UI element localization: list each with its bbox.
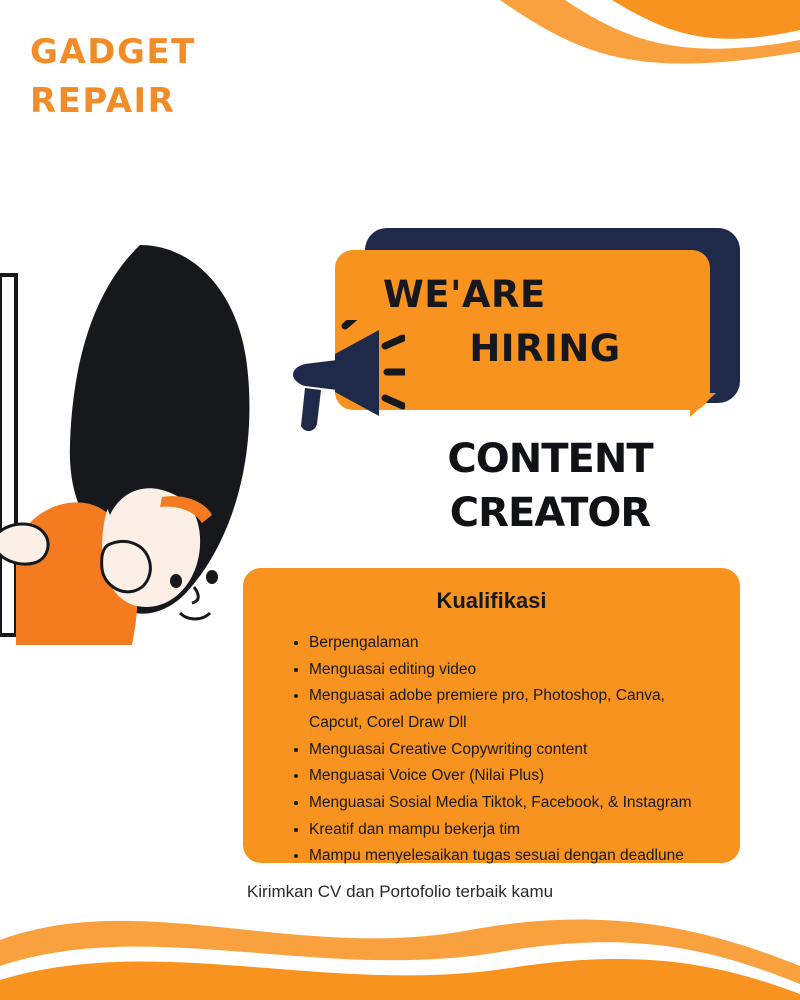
role-line-2: CREATOR [449,490,651,536]
headline-line-2: HIRING [469,326,621,370]
megaphone-icon [275,320,405,450]
list-item: • Menguasai Sosial Media Tiktok, Facebook, & Instagram [309,790,722,817]
list-item: • Menguasai Creative Copywriting content [309,737,722,764]
brand-line-2: REPAIR [30,81,176,122]
list-item: • Menguasai editing video [309,657,722,684]
qualifications-title: Kualifikasi [436,588,547,613]
list-item: • Berpengalaman [309,630,722,657]
brand-title [30,28,196,127]
headline-bubble-tail [690,393,716,417]
wave-decoration-top-icon [380,0,800,120]
job-role-title [380,432,720,540]
headline-line-1: WE'ARE [383,273,546,316]
qualifications-list [287,630,722,870]
role-line-1: CONTENT [447,436,653,482]
list-item: • Menguasai adobe premiere pro, Photoshop, Canva, Capcut, Corel Draw Dll [309,683,722,736]
qualifications-card [243,568,740,863]
list-item: • Mampu menyelesaikan tugas sesuai dengan deadlune [309,843,722,870]
headline-text [355,268,695,375]
list-item: • Menguasai Voice Over (Nilai Plus) [309,763,722,790]
brand-line-1: GADGET [30,32,196,72]
footer-note: Kirimkan CV dan Portofolio terbaik kamu [246,882,554,901]
list-item: • Kreatif dan mampu bekerja tim [309,817,722,844]
